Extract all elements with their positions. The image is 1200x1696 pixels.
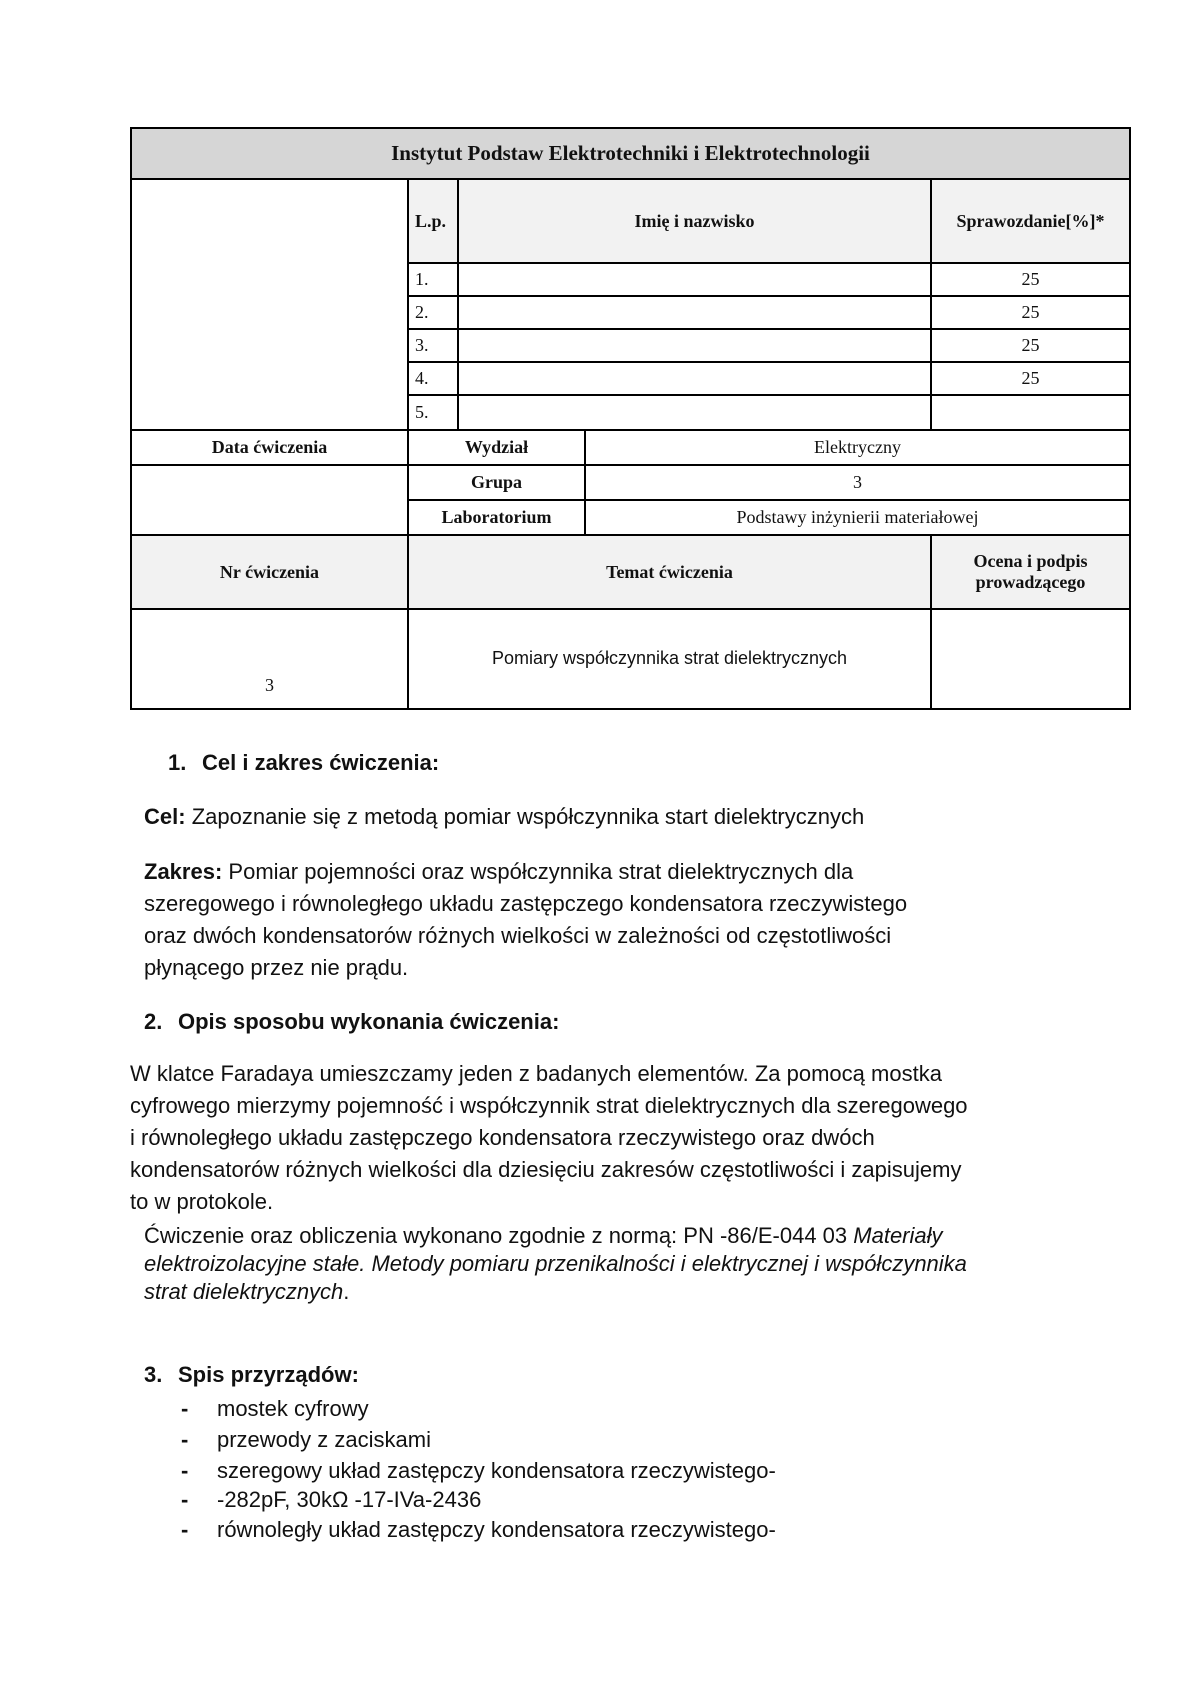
section-3-title: Spis przyrządów: [178, 1362, 359, 1387]
row-name[interactable] [458, 362, 931, 395]
row-pct: 25 [931, 296, 1130, 329]
header-table [130, 127, 1131, 710]
logo-cell [131, 179, 408, 430]
method-line: kondensatorów różnych wielkości dla dziesięciu zakresów częstotliwości i zapisujemy [130, 1157, 962, 1182]
row-pct [931, 395, 1130, 430]
institute-title: Instytut Podstaw Elektrotechniki i Elektrotechnologii [131, 128, 1130, 179]
row-name[interactable] [458, 263, 931, 296]
method-paragraph [130, 1058, 968, 1218]
group-label: Grupa [408, 465, 585, 500]
list-item [181, 1393, 776, 1424]
list-item-text: -282pF, 30kΩ -17-IVa-2436 [217, 1487, 482, 1512]
row-pct: 25 [931, 329, 1130, 362]
instrument-list [181, 1393, 776, 1545]
list-bullet: - [181, 1487, 189, 1512]
section-2-title: Opis sposobu wykonania ćwiczenia: [178, 1009, 560, 1034]
row-lp: 1. [408, 263, 458, 296]
faculty-value: Elektryczny [585, 430, 1130, 465]
scope-line: Pomiar pojemności oraz współczynnika strat dielektrycznych dla [228, 859, 854, 884]
scope-line: szeregowego i równoległego układu zastępczego kondensatora rzeczywistego [144, 891, 908, 916]
list-item-text: szeregowy układ zastępczy kondensatora rzeczywistego- [217, 1458, 776, 1483]
goal-paragraph [144, 801, 864, 833]
list-item-text: przewody z zaciskami [217, 1427, 431, 1452]
method-line: i równoległego układu zastępczego kondensatora rzeczywistego oraz dwóch [130, 1125, 875, 1150]
row-lp: 5. [408, 395, 458, 430]
norm-paragraph [144, 1222, 967, 1306]
section-1-heading [168, 747, 439, 779]
norm-title-part: Materiały [853, 1223, 943, 1248]
exercise-topic-value: Pomiary współczynnika strat dielektrycznych [408, 609, 931, 709]
goal-text: Zapoznanie się z metodą pomiar współczynnika start dielektrycznych [191, 804, 865, 829]
section-3-heading [144, 1359, 359, 1391]
list-item-text: równoległy układ zastępczy kondensatora rzeczywistego- [217, 1517, 776, 1542]
section-1-number: 1. [168, 750, 187, 775]
list-item-text: mostek cyfrowy [217, 1396, 369, 1421]
list-item [181, 1455, 776, 1486]
goal-label: Cel: [144, 804, 186, 829]
exercise-topic-label: Temat ćwiczenia [408, 535, 931, 609]
row-lp: 2. [408, 296, 458, 329]
list-bullet: - [181, 1517, 189, 1542]
group-value: 3 [585, 465, 1130, 500]
grade-label: Ocena i podpis prowadzącego [931, 535, 1130, 609]
norm-suffix: . [343, 1279, 350, 1304]
row-name[interactable] [458, 296, 931, 329]
exercise-no-value: 3 [131, 609, 408, 709]
scope-label: Zakres: [144, 859, 223, 884]
scope-line: płynącego przez nie prądu. [144, 955, 409, 980]
list-bullet: - [181, 1427, 189, 1452]
norm-title-part: strat dielektrycznych [144, 1279, 344, 1304]
method-line: W klatce Faradaya umieszczamy jeden z badanych elementów. Za pomocą mostka [130, 1061, 942, 1086]
scope-paragraph [144, 856, 907, 984]
col-report-header: Sprawozdanie[%]* [931, 179, 1130, 263]
lab-value: Podstawy inżynierii materiałowej [585, 500, 1130, 535]
norm-prefix: Ćwiczenie oraz obliczenia wykonano zgodnie z normą: PN -86/E-044 03 [144, 1223, 854, 1248]
row-name[interactable] [458, 395, 931, 430]
row-pct: 25 [931, 263, 1130, 296]
lab-label: Laboratorium [408, 500, 585, 535]
section-2-number: 2. [144, 1009, 163, 1034]
grade-value[interactable] [931, 609, 1130, 709]
norm-title-part: elektroizolacyjne stałe. Metody pomiaru przenikalności i elektrycznej i współczynnika [144, 1251, 967, 1276]
scope-line: oraz dwóch kondensatorów różnych wielkości w zależności od częstotliwości [144, 923, 892, 948]
method-line: to w protokole. [130, 1189, 274, 1214]
list-item [181, 1514, 776, 1545]
section-1-title: Cel i zakres ćwiczenia: [202, 750, 440, 775]
list-bullet: - [181, 1458, 189, 1483]
section-2-heading [144, 1006, 559, 1038]
method-line: cyfrowego mierzymy pojemność i współczynnik strat dielektrycznych dla szeregowego [130, 1093, 968, 1118]
col-name-header: Imię i nazwisko [458, 179, 931, 263]
col-lp-header: L.p. [408, 179, 458, 263]
date-label: Data ćwiczenia [131, 430, 408, 465]
date-value[interactable] [131, 465, 408, 535]
row-pct: 25 [931, 362, 1130, 395]
list-item [181, 1424, 776, 1455]
list-item [181, 1486, 776, 1514]
row-name[interactable] [458, 329, 931, 362]
section-3-number: 3. [144, 1362, 163, 1387]
faculty-label: Wydział [408, 430, 585, 465]
list-bullet: - [181, 1396, 189, 1421]
row-lp: 3. [408, 329, 458, 362]
exercise-no-label: Nr ćwiczenia [131, 535, 408, 609]
row-lp: 4. [408, 362, 458, 395]
